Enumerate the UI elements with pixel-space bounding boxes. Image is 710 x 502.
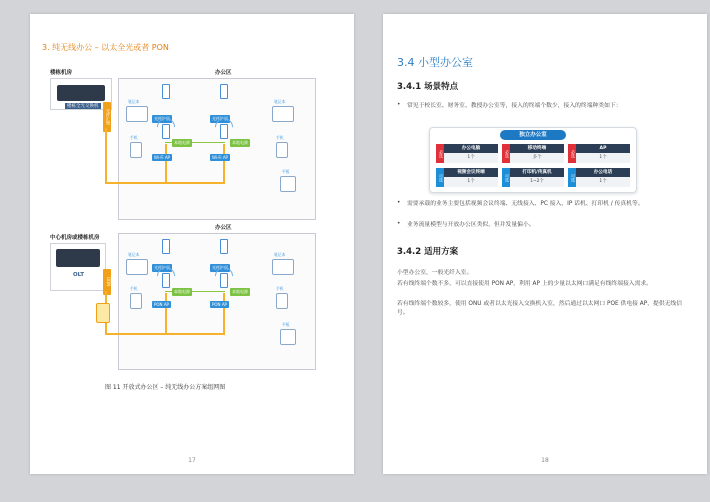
table-title: 独立办公室	[500, 130, 566, 140]
subsection-heading: 3.4.1 场景特点	[397, 82, 459, 92]
section-title: 3. 纯无线办公 – 以太全光或者 PON	[42, 43, 169, 52]
olt-icon	[56, 249, 100, 267]
bullet-text: 需要承载的业务主要包括视频会议终端、无线接入、PC 接入、IP 话机、打印机 / 传真机等。	[407, 201, 644, 207]
switch-icon	[57, 85, 105, 101]
bullet-dot: •	[397, 200, 401, 206]
odn-tag: ODN	[103, 269, 111, 295]
terminal-cell	[502, 168, 564, 187]
requirement-badge: 可选	[502, 168, 510, 187]
device-label: 笔记本	[274, 99, 286, 104]
terminal-count: 1个	[444, 153, 498, 163]
switch-label: 楼栋全光交换机	[67, 104, 99, 109]
laptop-icon	[272, 259, 294, 275]
extender-label: 光纤扩展	[154, 116, 170, 121]
terminal-name: 视频会议终端	[444, 168, 498, 177]
fiber-tag: 光纤汇聚	[103, 102, 111, 132]
phone-icon	[130, 142, 142, 158]
olt-label: OLT	[73, 272, 85, 278]
paragraph: 若有线终端个数较多，使用 ONU 或者以太光接入交换机入室，然后通过以太网口 POE 供电接 AP，提供无线信号。	[397, 301, 683, 316]
device-label: 手机	[276, 135, 284, 140]
ap-icon	[162, 84, 170, 99]
power-label: 本地电源	[174, 289, 190, 294]
paragraph: 若有线终端个数不多，可以直接使用 PON AP，利用 AP 上的少量以太网口满足有线终端接入需求。	[397, 281, 652, 287]
ap-label: Wi-Fi AP	[212, 155, 228, 160]
intro-text: 常见于校长室、财务室、教授办公室等，接入的终端个数少，接入的终端种类如下：	[407, 103, 622, 109]
server-room	[50, 243, 106, 291]
power-label: 本地电源	[232, 140, 248, 145]
device-label: 手机	[130, 135, 138, 140]
terminal-name: 办公电话	[576, 168, 630, 177]
terminal-cell	[568, 168, 630, 187]
ap-icon	[220, 84, 228, 99]
page-number: 18	[541, 457, 549, 464]
ap-label: Wi-Fi AP	[154, 155, 170, 160]
terminal-cell	[568, 144, 630, 163]
laptop-icon	[126, 106, 148, 122]
fiber-wire	[223, 293, 225, 335]
terminal-name: AP	[576, 144, 630, 153]
terminal-count: 1个	[576, 153, 630, 163]
extender-label: 光纤扩展	[154, 265, 170, 270]
fiber-wire	[165, 182, 225, 184]
subsection-heading: 3.4.2 适用方案	[397, 247, 459, 257]
paragraph: 小型办公室，一般光纤入室。	[397, 270, 473, 276]
terminal-name: 移动终端	[510, 144, 564, 153]
terminal-table	[429, 127, 637, 193]
laptop-icon	[126, 259, 148, 275]
ap-label: PON AP	[154, 302, 169, 307]
laptop-icon	[272, 106, 294, 122]
device-label: 手机	[130, 286, 138, 291]
phone-icon	[276, 142, 288, 158]
fiber-wire	[105, 128, 107, 184]
ap-icon	[220, 239, 228, 254]
network-diagram-1	[40, 66, 344, 216]
device-label: 笔记本	[128, 99, 140, 104]
fiber-wire	[165, 144, 167, 184]
splitter-icon	[96, 303, 110, 323]
fiber-wire	[165, 293, 167, 335]
terminal-cell	[436, 144, 498, 163]
bullet-text: 业务流量模型与开放办公区类似，但并发量偏小。	[407, 222, 535, 228]
device-label: 平板	[282, 322, 290, 327]
left-page	[30, 14, 354, 474]
power-label: 本地电源	[232, 289, 248, 294]
requirement-badge: 可选	[568, 168, 576, 187]
server-room-label: 中心机房或楼栋机房	[50, 235, 100, 241]
network-diagram-2	[40, 221, 344, 376]
device-label: 笔记本	[274, 252, 286, 257]
figure-caption: 图 11 开放式办公区 – 纯无线办公方案组网图	[105, 384, 226, 391]
tablet-icon	[280, 329, 296, 345]
terminal-cell	[436, 168, 498, 187]
fiber-wire	[223, 144, 225, 184]
requirement-badge: 可选	[436, 168, 444, 187]
bullet-dot: •	[397, 221, 401, 227]
requirement-badge: 必选	[436, 144, 444, 163]
power-label: 本地电源	[174, 140, 190, 145]
page-number: 17	[188, 457, 196, 464]
terminal-name: 打印机/传真机	[510, 168, 564, 177]
terminal-name: 办公电脑	[444, 144, 498, 153]
device-label: 笔记本	[128, 252, 140, 257]
right-page	[383, 14, 707, 474]
ap-icon	[162, 239, 170, 254]
phone-icon	[276, 293, 288, 309]
terminal-count: 1个	[576, 177, 630, 187]
extender-label: 光纤扩展	[212, 116, 228, 121]
device-label: 手机	[276, 286, 284, 291]
server-room-label: 楼栋机房	[50, 70, 73, 76]
ap-label: PON AP	[212, 302, 227, 307]
requirement-badge: 必选	[502, 144, 510, 163]
office-label: 办公区	[215, 70, 232, 76]
section-heading: 3.4 小型办公室	[397, 56, 473, 69]
phone-icon	[130, 293, 142, 309]
terminal-count: 1~2个	[510, 177, 564, 187]
office-label: 办公区	[215, 225, 232, 231]
extender-label: 光纤扩展	[212, 265, 228, 270]
requirement-badge: 必选	[568, 144, 576, 163]
terminal-count: 多个	[510, 153, 564, 163]
bullet-dot: •	[397, 102, 401, 108]
terminal-cell	[502, 144, 564, 163]
tablet-icon	[280, 176, 296, 192]
device-label: 平板	[282, 169, 290, 174]
terminal-count: 1个	[444, 177, 498, 187]
